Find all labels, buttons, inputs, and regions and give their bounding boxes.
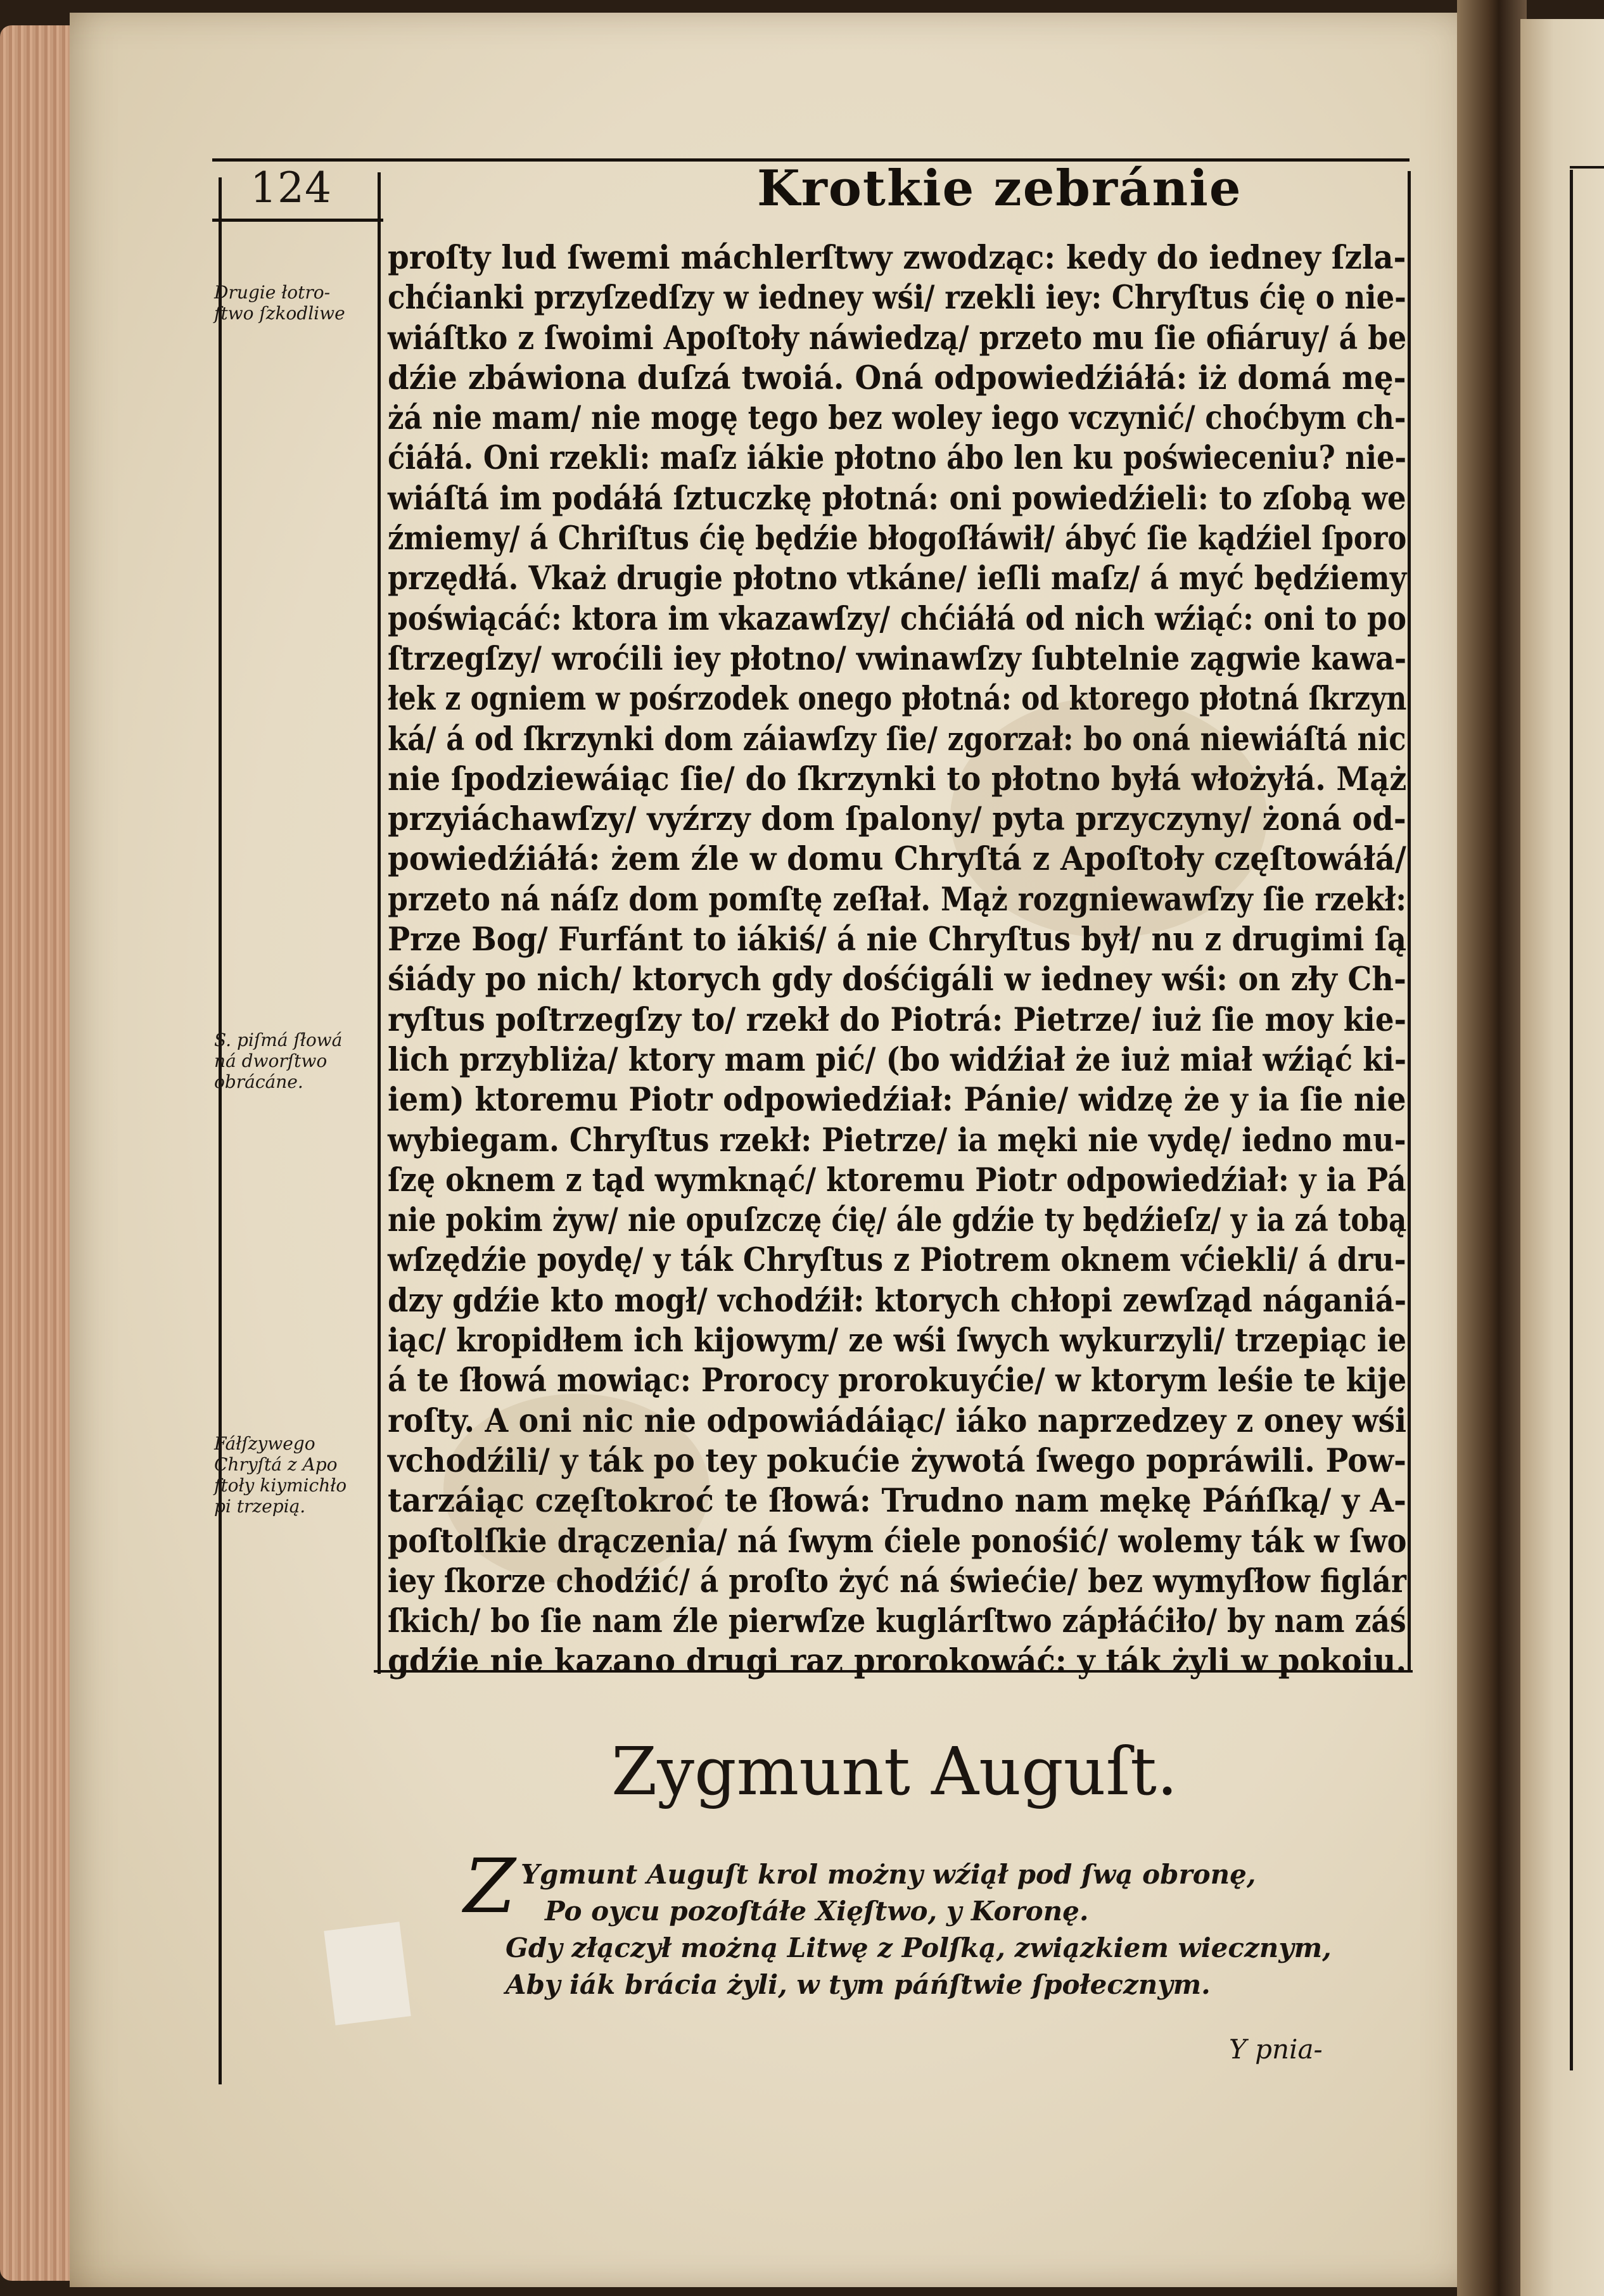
body-line: dźie zbáwiona duſzá twoiá. Oná odpowiedźiáłá: iż domá mę- xyxy=(388,359,1406,397)
poem-initial: Z xyxy=(464,1842,516,1930)
facing-page-edge xyxy=(1520,19,1604,2296)
margin-note-line: ſtwo ſzkodliwe xyxy=(214,303,345,324)
body-line: ká/ á od ſkrzynki dom záiawſzy ſie/ zgorzał: bo oná niewiáſtá nic xyxy=(388,720,1406,758)
margin-note-line: ná dworſtwo xyxy=(214,1050,328,1071)
margin-note-line: ſtoły kiymichło xyxy=(214,1475,347,1496)
section-title: Zygmunt Auguſt. xyxy=(611,1733,1178,1810)
body-line: iąc/ kropidłem ich kijowym/ ze wśi ſwych wykurzyli/ trzepiąc ie xyxy=(388,1322,1407,1360)
body-line: gdźie nie kazano drugi raz prorokowáć: y ták żyli w pokoiu. xyxy=(388,1642,1407,1681)
body-line: przyiáchawſzy/ vyźrzy dom ſpalony/ pyta przyczyny/ żoná od- xyxy=(388,800,1406,839)
body-line: wſzędźie poydę/ y ták Chryſtus z Piotrem oknem vćiekli/ á dru- xyxy=(388,1241,1406,1280)
catchword: Y pnia- xyxy=(1229,2034,1323,2065)
body-line: przeto ná náſz dom pomſtę zeſłał. Mąż rozgniewawſzy ſie rzekł: xyxy=(388,880,1407,919)
body-line: poświącáć: ktora im vkazawſzy/ chćiáłá od nich wźiąć: oni to po xyxy=(388,599,1406,638)
margin-note-3 xyxy=(214,1433,372,1517)
poem xyxy=(481,1856,1332,2003)
body-line: wiáſtko z ſwoimi Apoſtoły náwiedzą/ przeto mu ſie ofiáruy/ á be xyxy=(388,319,1407,357)
body-line: wiáſtá im podáłá ſztuczkę płotná: oni powiedźieli: to zſobą we xyxy=(388,479,1406,518)
body-text xyxy=(388,238,1414,1682)
margin-note-line: obrácáne. xyxy=(214,1071,303,1092)
body-line: łek z ogniem w pośrzodek onego płotná: od ktorego płotná ſkrzyn xyxy=(388,680,1407,718)
body-line: Prze Bog/ Furfánt to iákiś/ á nie Chryſtus był/ nu z drugimi ſą xyxy=(388,921,1407,959)
body-line: śiády po nich/ ktorych gdy dośćigáli w iedney wśi: on zły Ch- xyxy=(388,960,1406,999)
body-line: ſzę oknem z tąd wymknąć/ ktoremu Piotr odpowiedźiał: y ia Pá xyxy=(388,1161,1406,1199)
poem-line: Po oycu pozoſtáłe Xięſtwo, y Koronę. xyxy=(545,1896,1089,1927)
margin-note-line: pi trzepią. xyxy=(214,1496,306,1517)
margin-note-1 xyxy=(214,282,372,324)
body-line: iem) ktoremu Piotr odpowiedźiał: Pánie/ widzę że y ia ſie nie xyxy=(388,1081,1406,1119)
margin-note-2 xyxy=(214,1030,372,1092)
page-number: 124 xyxy=(250,163,332,212)
running-head: Krotkie zebránie xyxy=(757,160,1242,217)
body-line: źmiemy/ á Chriſtus ćię będźie błogoſłáwił/ ábyć ſie kądźiel ſporo xyxy=(388,520,1407,558)
outer-margin-rule xyxy=(219,177,222,2084)
body-line: chćianki przyſzedſzy w iedney wśi/ rzekli iey: Chryſtus ćię o nie- xyxy=(388,279,1406,317)
book-gutter xyxy=(1457,0,1527,2296)
body-line: lich przybliża/ ktory mam pić/ (bo widźiał że iuż miał wźiąć ki- xyxy=(388,1040,1407,1079)
body-line: iey ſkorze chodźić/ á proſto żyć ná świećie/ bez wymyſłow figlár xyxy=(388,1562,1406,1600)
folio-rule xyxy=(212,219,383,222)
body-line: wybiegam. Chryſtus rzekł: Pietrze/ ia męki nie vydę/ iedno mu- xyxy=(388,1121,1406,1159)
body-line: ſkich/ bo ſie nam źle pierwſze kuglárſtwo zápłáćiło/ by nam záś xyxy=(388,1602,1406,1641)
margin-note-line: S. piſmá ſłowá xyxy=(214,1030,343,1050)
body-line: żá nie mam/ nie mogę tego bez woley iego vczynić/ choćbym ch- xyxy=(388,399,1406,438)
body-line: powiedźiáłá: żem źle w domu Chryſtá z Apoſtoły częſtowáłá/ xyxy=(388,840,1406,879)
margin-note-line: Chryſtá z Apo xyxy=(214,1454,338,1475)
poem-line: Gdy złączył możną Litwę z Polſką, związkiem wiecznym, xyxy=(506,1932,1332,1963)
body-line: ſtrzegſzy/ wroćili iey płotno/ vwinawſzy ſubtelnie zągwie kawa- xyxy=(388,639,1407,678)
facing-page-rule xyxy=(1570,166,1604,169)
body-line: vchodźili/ y ták po tey pokućie żywotá ſwego popráwili. Pow- xyxy=(388,1441,1406,1480)
body-line: ryſtus poſtrzegſzy to/ rzekł do Piotrá: Pietrze/ iuż ſie moy kie- xyxy=(388,1000,1406,1039)
body-line: proſty lud ſwemi máchlerſtwy zwodząc: kedy do iedney ſzla- xyxy=(388,239,1406,277)
body-line: tarzáiąc częſtokroć te ſłowá: Trudno nam mękę Páńſką/ y A- xyxy=(388,1482,1407,1521)
margin-note-line: Drugie łotro- xyxy=(214,282,331,303)
paper-repair-patch xyxy=(324,1922,411,2025)
body-line: przędłá. Vkaż drugie płotno vtkáne/ ieſli maſz/ á myć będźiemy xyxy=(388,559,1407,598)
body-line: ćiáłá. Oni rzekli: maſz iákie płotno ábo len ku poświeceniu? nie- xyxy=(388,439,1407,478)
inner-margin-rule xyxy=(378,172,381,1674)
poem-line: Aby iák brácia żyli, w tym páńſtwie ſpołecznym. xyxy=(506,1969,1211,2000)
body-line: poſtolſkie drączenia/ ná ſwym ćiele ponośić/ wolemy ták w ſwo xyxy=(388,1522,1407,1560)
margin-note-line: Fáłſzywego xyxy=(214,1433,315,1454)
facing-page-rule xyxy=(1570,170,1573,2070)
poem-line: Ygmunt Auguſt krol możny wźiął pod ſwą obronę, xyxy=(521,1859,1256,1890)
body-line: nie pokim żyw/ nie opuſzczę ćię/ ále gdźie ty będźieſz/ y ia zá tobą xyxy=(388,1201,1407,1240)
body-line: nie ſpodziewáiąc ſie/ do ſkrzynki to płotno byłá włożyłá. Mąż xyxy=(388,760,1407,798)
body-line: á te ſłowá mowiąc: Prorocy prorokuyćie/ w ktorym leśie te kije xyxy=(388,1362,1407,1400)
body-line: dzy gdźie kto mogł/ vchodźił: ktorych chłopi zewſząd náganiá- xyxy=(388,1281,1407,1320)
body-line: roſty. A oni nic nie odpowiádáiąc/ iáko naprzedzey z oney wśi xyxy=(388,1401,1407,1440)
